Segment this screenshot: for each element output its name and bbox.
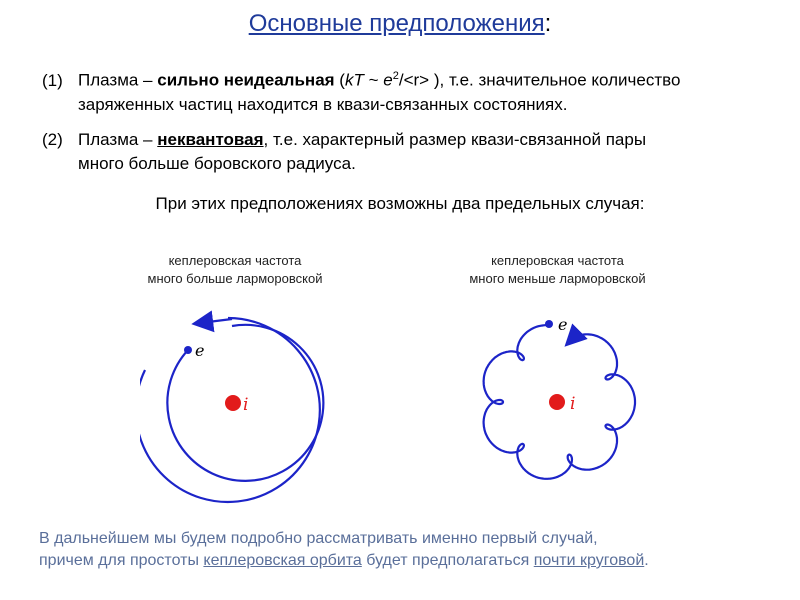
assumption-1 <box>42 64 782 117</box>
assumption-1-lead: Плазма – <box>78 70 153 90</box>
footer-line1: В дальнейшем мы будем подробно рассматривать именно первый случай, <box>39 530 598 547</box>
orbit-arrow <box>200 319 232 323</box>
assumption-2-line2: много больше боровского радиуса. <box>78 154 356 173</box>
footer-kepler-orbit: кеплеровская орбита <box>203 552 362 569</box>
assumption-2 <box>42 128 782 176</box>
electron-label: e <box>195 341 205 360</box>
left-caption <box>100 252 370 288</box>
page-title-text: Основные предположения <box>248 10 545 37</box>
left-caption-line2: много больше ларморовской <box>147 271 323 286</box>
footer-line2-c: будет предполагаться <box>366 552 530 569</box>
assumption-1-sup: 2 <box>392 70 399 82</box>
right-caption <box>420 252 695 288</box>
assumption-1-tail: ), т.е. значительное количество <box>433 70 681 90</box>
left-caption-line1: кеплеровская частота <box>168 253 302 268</box>
kepler-orbit-diagram <box>140 295 340 525</box>
assumption-1-line2: заряженных частиц находится в квази-связанных состояниях. <box>78 94 568 114</box>
assumption-1-tilde: ~ <box>368 70 379 90</box>
assumption-1-r: /<r> <box>398 70 430 90</box>
ion-label: i <box>243 395 249 415</box>
electron-dot <box>184 346 192 354</box>
right-caption-line2: много меньше ларморовской <box>469 271 646 286</box>
electron-label-right: e <box>558 315 568 334</box>
ion-label-right: i <box>570 394 576 414</box>
intro-text: При этих предположениях возможны два предельных случая: <box>155 194 645 213</box>
assumption-1-key: сильно неидеальная <box>157 70 335 90</box>
footer-text <box>39 528 779 572</box>
footer-line2-a: причем для простоты <box>39 552 199 569</box>
assumption-2-lead: Плазма – <box>78 130 153 149</box>
ion-dot <box>225 395 241 411</box>
electron-dot-right <box>545 320 553 328</box>
assumption-1-e: e <box>383 70 393 90</box>
right-caption-line1: кеплеровская частота <box>491 253 624 268</box>
footer-line2-e: . <box>644 552 649 569</box>
ion-dot-right <box>549 394 565 410</box>
footer-line2 <box>39 550 779 572</box>
assumption-2-tail: , т.е. характерный размер квази-связанной пары <box>263 130 647 149</box>
assumption-1-number: (1) <box>42 70 63 90</box>
assumption-2-key: неквантовая <box>157 130 264 149</box>
assumption-1-kT: kT <box>344 70 364 90</box>
page-title <box>0 10 800 38</box>
footer-almost-circular: почти круговой <box>533 552 645 569</box>
larmor-orbit-diagram <box>460 300 660 500</box>
page-title-colon: : <box>544 10 552 37</box>
assumption-1-paren-open: ( <box>339 70 345 90</box>
assumption-2-number: (2) <box>42 130 63 149</box>
